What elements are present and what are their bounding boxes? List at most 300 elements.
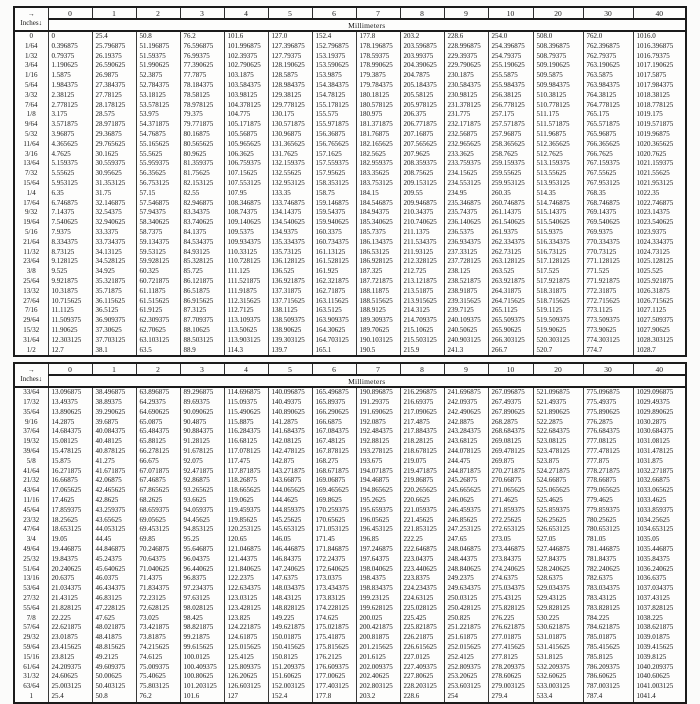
mm-value-cell: 109.934375 [224,238,268,248]
mm-value-cell: 198.4375 [356,574,400,584]
mm-value-cell: 163.115625 [312,297,356,307]
mm-value-cell: 515.9375 [533,228,583,238]
mm-value-cell: 216.296875 [400,387,444,398]
mm-value-cell: 182.959375 [356,159,400,169]
mm-value-cell: 33.3375 [92,228,136,238]
mm-value-cell: 273.84375 [488,555,533,565]
mm-value-cell: 154.384375 [312,81,356,91]
mm-value-cell: 274.240625 [488,565,533,575]
mm-value-cell: 1016.396875 [633,42,686,52]
table-row [14,506,686,516]
mm-value-cell: 1025.525 [633,267,686,277]
mm-value-cell: 1033.859375 [633,506,686,516]
mm-value-cell: 201.215625 [356,643,400,653]
mm-value-cell: 186.928125 [356,257,400,267]
mm-value-cell: 194.071875 [356,467,400,477]
mm-value-cell: 241.3 [444,346,488,357]
mm-value-cell: 81.359375 [180,159,224,169]
mm-value-cell: 19.446875 [48,545,92,555]
mm-value-cell: 781.05 [583,535,633,545]
mm-value-cell: 26.9875 [92,71,136,81]
mm-value-cell: 263.921875 [488,277,533,287]
mm-value-cell: 192.88125 [356,437,400,447]
row-label-inches-fraction: 29/32 [23,633,40,642]
mm-value-cell: 511.175 [533,110,583,120]
mm-value-cell: 82.153125 [180,179,224,189]
mm-value-cell: 97.234375 [180,584,224,594]
row-label-inches-fraction: 7/64 [25,100,38,109]
mm-value-cell: 86.121875 [180,277,224,287]
mm-value-cell: 68.659375 [136,506,180,516]
mm-value-cell: 785.415625 [583,643,633,653]
mm-value-cell: 82.55 [180,189,224,199]
mm-value-cell: 70.246875 [136,545,180,555]
mm-value-cell: 196.05625 [356,516,400,526]
table-row [14,643,686,653]
mm-value-cell: 21.034375 [48,584,92,594]
mm-value-cell: 767.953125 [583,179,633,189]
mm-value-cell: 277.415625 [488,643,533,653]
mm-value-cell: 161.528125 [312,257,356,267]
mm-value-cell: 212.725 [400,267,444,277]
table-row [14,555,686,565]
mm-value-cell: 769.14375 [583,208,633,218]
mm-value-cell: 179.3875 [356,71,400,81]
mm-value-cell: 72.628125 [136,604,180,614]
mm-value-cell: 19.84375 [48,555,92,565]
mm-value-cell: 259.159375 [488,159,533,169]
mm-value-cell: 766.7625 [583,150,633,160]
mm-value-cell: 143.66875 [268,476,312,486]
mm-value-cell: 272.653125 [488,525,533,535]
mm-value-cell: 77.7875 [180,71,224,81]
mm-value-cell: 8.73125 [48,248,92,258]
row-label-inches-fraction: 43/64 [23,486,40,495]
mm-value-cell: 203.2 [356,692,400,703]
mm-value-cell: 119.0625 [224,496,268,506]
mm-value-cell: 103.584375 [224,81,268,91]
mm-value-cell: 56.35625 [136,169,180,179]
mm-value-cell: 1027.90625 [633,326,686,336]
mm-value-cell: 1025.921875 [633,277,686,287]
table-row [14,336,686,346]
row-label-inches-fraction: 7/16 [25,306,38,315]
mm-value-cell: 124.221875 [224,623,268,633]
mm-value-cell: 87.709375 [180,316,224,326]
column-header-inches-offset: 3 [180,7,224,19]
mm-value-cell: 188.11875 [356,287,400,297]
mm-value-cell: 253.603125 [444,682,488,692]
mm-value-cell: 516.334375 [533,238,583,248]
row-label-inches-fraction: 9/64 [25,120,38,129]
mm-value-cell: 510.38125 [533,91,583,101]
mm-value-cell: 1031.875 [633,457,686,467]
table-row [14,169,686,179]
mm-value-cell: 123.825 [224,614,268,624]
mm-value-cell: 235.74375 [444,208,488,218]
mm-value-cell: 260.35 [488,189,533,199]
mm-value-cell: 225.028125 [400,604,444,614]
mm-value-cell: 20.240625 [48,565,92,575]
mm-value-cell: 13.49375 [48,398,92,408]
mm-value-cell: 80.9625 [180,150,224,160]
mm-value-cell: 767.55625 [583,169,633,179]
mm-value-cell: 782.6375 [583,574,633,584]
mm-value-cell: 228.996875 [444,42,488,52]
mm-value-cell: 530.621875 [533,623,583,633]
mm-value-cell: 6.746875 [48,199,92,209]
mm-value-cell: 180.578125 [356,101,400,111]
table-body [14,31,686,356]
row-label-inches-fraction: 25/64 [23,276,40,285]
mm-value-cell: 142.08125 [268,437,312,447]
mm-value-cell: 245.26875 [444,476,488,486]
mm-value-cell: 65.88125 [136,437,180,447]
mm-value-cell: 1017.5875 [633,71,686,81]
mm-value-cell: 136.921875 [268,277,312,287]
mm-value-cell: 1019.96875 [633,130,686,140]
mm-value-cell: 200.025 [356,614,400,624]
row-label-inches-fraction: 3/16 [25,149,38,158]
mm-value-cell: 192.0875 [356,418,400,428]
mm-value-cell: 514.35 [533,189,583,199]
row-label-inches-fraction: 19/32 [23,437,40,446]
mm-value-cell: 1029.096875 [633,387,686,398]
mm-value-cell: 113.50625 [224,326,268,336]
table-row [14,692,686,703]
mm-value-cell: 30.95625 [92,169,136,179]
mm-value-cell: 105.965625 [224,140,268,150]
mm-value-cell: 219.075 [400,457,444,467]
mm-value-cell: 64.690625 [136,408,180,418]
mm-value-cell: 521.890625 [533,408,583,418]
table-row [14,199,686,209]
mm-value-cell: 1021.55625 [633,169,686,179]
row-label-inches-fraction: 0 [29,32,33,40]
mm-value-cell: 184.94375 [356,208,400,218]
mm-value-cell: 1038.225 [633,614,686,624]
mm-value-cell: 777.08125 [583,437,633,447]
mm-value-cell: 92.471875 [180,467,224,477]
mm-value-cell: 108.346875 [224,199,268,209]
inches-down-label: Inches↓ [20,375,43,384]
units-label: Millimeters [48,375,686,387]
mm-value-cell: 111.125 [224,267,268,277]
mm-value-cell: 11.90625 [48,326,92,336]
mm-value-cell: 1017.984375 [633,81,686,91]
mm-value-cell: 164.703125 [312,336,356,346]
mm-value-cell: 102.790625 [224,61,268,71]
mm-value-cell: 100.0125 [180,653,224,663]
mm-value-cell: 17.065625 [48,486,92,496]
mm-value-cell: 262.334375 [488,238,533,248]
mm-value-cell: 509.190625 [533,61,583,71]
mm-value-cell: 512.365625 [533,140,583,150]
mm-value-cell: 111.91875 [224,287,268,297]
mm-value-cell: 57.94375 [136,208,180,218]
mm-value-cell: 115.490625 [224,408,268,418]
mm-value-cell: 82.946875 [180,199,224,209]
mm-value-cell: 1031.478125 [633,447,686,457]
mm-value-cell: 220.6625 [400,496,444,506]
mm-value-cell: 193.675 [356,457,400,467]
mm-value-cell: 176.609375 [312,663,356,673]
mm-value-cell: 70.64375 [136,555,180,565]
mm-value-cell: 107.553125 [224,179,268,189]
mm-value-cell: 71.4375 [136,574,180,584]
mm-value-cell: 763.5875 [583,71,633,81]
mm-value-cell: 1029.890625 [633,408,686,418]
table-row [14,277,686,287]
mm-value-cell: 266.303125 [488,336,533,346]
mm-value-cell: 144.065625 [268,486,312,496]
table-row [14,633,686,643]
mm-value-cell: 1034.25625 [633,516,686,526]
mm-value-cell: 95.25 [180,535,224,545]
mm-value-cell: 131.365625 [268,140,312,150]
mm-value-cell: 53.578125 [136,101,180,111]
mm-value-cell: 247.253125 [444,525,488,535]
mm-value-cell: 159.146875 [312,199,356,209]
mm-value-cell: 100.80625 [180,672,224,682]
table-row [14,516,686,526]
mm-value-cell: 69.05625 [136,516,180,526]
mm-value-cell: 103.1875 [224,71,268,81]
table-row [14,614,686,624]
mm-value-cell: 521.49375 [533,398,583,408]
mm-value-cell: 143.271875 [268,467,312,477]
row-label-inches-fraction: 21/64 [23,237,40,246]
mm-value-cell: 32.146875 [92,199,136,209]
mm-value-cell: 31.353125 [92,179,136,189]
mm-value-cell: 532.209375 [533,663,583,673]
mm-value-cell: 526.25625 [533,516,583,526]
mm-value-cell: 24.60625 [48,672,92,682]
mm-value-cell: 279.4 [488,692,533,703]
mm-value-cell: 1020.7625 [633,150,686,160]
mm-value-cell: 96.8375 [180,574,224,584]
mm-value-cell: 773.1125 [583,306,633,316]
mm-value-cell: 165.1 [312,346,356,357]
mm-value-cell: 779.4625 [583,496,633,506]
mm-value-cell: 1041.4 [633,692,686,703]
mm-value-cell: 95.646875 [180,545,224,555]
row-label-inches-fraction: 23/64 [23,257,40,266]
row-label-inches-fraction: 31/32 [23,672,40,681]
mm-value-cell: 66.675 [136,457,180,467]
mm-value-cell: 9.921875 [48,277,92,287]
mm-value-cell: 98.028125 [180,604,224,614]
mm-value-cell: 105.56875 [224,130,268,140]
mm-value-cell: 530.225 [533,614,583,624]
mm-value-cell: 138.90625 [268,326,312,336]
mm-value-cell: 53.975 [136,110,180,120]
table-row [14,525,686,535]
table-header [14,7,686,31]
inches-to-mm-table-lower [13,362,687,704]
mm-value-cell: 76.2 [136,692,180,703]
mm-value-cell: 90.4875 [180,418,224,428]
mm-value-cell: 157.559375 [312,159,356,169]
column-header-inches-offset: 40 [633,7,686,19]
mm-value-cell: 130.175 [268,110,312,120]
mm-value-cell: 23.415625 [48,643,92,653]
column-header-inches-offset: 0 [48,363,92,375]
mm-value-cell: 203.2 [400,31,444,42]
mm-value-cell: 26.590625 [92,61,136,71]
mm-value-cell: 225.821875 [400,623,444,633]
column-header-inches-offset: 5 [268,7,312,19]
mm-value-cell: 84.534375 [180,238,224,248]
mm-value-cell: 128.5875 [268,71,312,81]
mm-value-cell: 57.15 [136,189,180,199]
mm-value-cell: 196.85 [356,535,400,545]
table-row [14,150,686,160]
mm-value-cell: 41.671875 [92,467,136,477]
mm-value-cell: 136.128125 [268,257,312,267]
mm-value-cell: 93.6625 [180,496,224,506]
mm-value-cell: 207.16875 [400,130,444,140]
mm-value-cell: 513.953125 [533,179,583,189]
mm-value-cell: 129.38125 [268,91,312,101]
mm-value-cell: 266.7 [488,346,533,357]
table-row [14,120,686,130]
mm-value-cell: 117.078125 [224,447,268,457]
mm-value-cell: 217.884375 [400,427,444,437]
mm-value-cell: 169.8625 [312,496,356,506]
mm-value-cell: 113.903125 [224,336,268,346]
mm-value-cell: 260.746875 [488,199,533,209]
mm-value-cell: 16.271875 [48,467,92,477]
mm-value-cell: 152.003125 [268,682,312,692]
mm-value-cell: 508.396875 [533,42,583,52]
row-label-inches-fraction: 57/64 [23,623,40,632]
mm-value-cell: 101.996875 [224,42,268,52]
mm-value-cell: 229.790625 [444,61,488,71]
mm-value-cell: 221.059375 [400,506,444,516]
mm-value-cell: 120.253125 [224,525,268,535]
table-row [14,653,686,663]
mm-value-cell: 528.6375 [533,574,583,584]
mm-value-cell: 121.44375 [224,555,268,565]
mm-value-cell: 4.7625 [48,150,92,160]
mm-value-cell: 224.63125 [400,594,444,604]
mm-value-cell: 44.45 [92,535,136,545]
mm-value-cell: 171.846875 [312,545,356,555]
mm-value-cell: 93.265625 [180,486,224,496]
mm-value-cell: 14.2875 [48,418,92,428]
mm-value-cell: 207.565625 [400,140,444,150]
mm-value-cell: 22.225 [48,614,92,624]
mm-value-cell: 202.009375 [356,663,400,673]
mm-value-cell: 238.521875 [444,277,488,287]
mm-value-cell: 511.571875 [533,120,583,130]
mm-value-cell: 269.875 [488,457,533,467]
mm-value-cell: 783.43125 [583,594,633,604]
mm-value-cell: 519.509375 [533,316,583,326]
mm-value-cell: 216.69375 [400,398,444,408]
row-label-inches-fraction: 1/2 [26,345,36,354]
table-row [14,248,686,258]
mm-value-cell: 763.984375 [583,81,633,91]
mm-value-cell: 65.0875 [136,418,180,428]
mm-value-cell: 140.49375 [268,398,312,408]
mm-value-cell: 184.546875 [356,199,400,209]
mm-value-cell: 28.178125 [92,101,136,111]
table-row [14,457,686,467]
mm-value-cell: 107.15625 [224,169,268,179]
mm-value-cell: 86.51875 [180,287,224,297]
mm-value-cell: 209.55 [400,189,444,199]
mm-value-cell: 42.06875 [92,476,136,486]
mm-value-cell: 166.6875 [312,418,356,428]
mm-value-cell: 197.246875 [356,545,400,555]
mm-value-cell: 26.19375 [92,52,136,62]
mm-value-cell: 98.425 [180,614,224,624]
table-row [14,496,686,506]
row-label-inches-fraction: 27/64 [23,296,40,305]
mm-value-cell: 186.134375 [356,238,400,248]
mm-value-cell: 39.290625 [92,408,136,418]
mm-value-cell: 167.48125 [312,437,356,447]
mm-value-cell: 786.60625 [583,672,633,682]
mm-value-cell: 780.653125 [583,525,633,535]
mm-value-cell: 55.165625 [136,140,180,150]
table-row [14,594,686,604]
mm-value-cell: 152.4 [268,692,312,703]
mm-value-cell: 114.696875 [224,387,268,398]
mm-value-cell: 261.540625 [488,218,533,228]
mm-value-cell: 762.79375 [583,52,633,62]
mm-value-cell: 229.39375 [444,52,488,62]
row-label-inches-fraction: 1/64 [25,41,38,50]
mm-value-cell: 9.525 [48,267,92,277]
table-row [14,297,686,307]
table-row [14,218,686,228]
mm-value-cell: 142.478125 [268,447,312,457]
mm-value-cell: 24.209375 [48,663,92,673]
mm-value-cell: 239.315625 [444,297,488,307]
mm-value-cell: 763.190625 [583,61,633,71]
mm-value-cell: 27.78125 [92,91,136,101]
mm-value-cell: 187.721875 [356,277,400,287]
mm-value-cell: 784.621875 [583,623,633,633]
mm-value-cell: 46.83125 [92,594,136,604]
mm-value-cell: 147.240625 [268,565,312,575]
mm-value-cell: 152.4 [312,31,356,42]
mm-value-cell: 244.078125 [444,447,488,457]
table-row [14,535,686,545]
mm-value-cell: 205.58125 [400,91,444,101]
mm-value-cell: 1023.540625 [633,218,686,228]
mm-value-cell: 514.746875 [533,199,583,209]
mm-value-cell: 126.603125 [224,682,268,692]
mm-value-cell: 1026.31875 [633,287,686,297]
mm-value-cell: 528.240625 [533,565,583,575]
mm-value-cell: 75.803125 [136,682,180,692]
mm-value-cell: 137.31875 [268,287,312,297]
mm-value-cell: 73.025 [136,614,180,624]
table-row [14,257,686,267]
mm-value-cell: 772.31875 [583,287,633,297]
mm-value-cell: 198.834375 [356,584,400,594]
mm-value-cell: 228.6 [444,31,488,42]
mm-value-cell: 15.875 [48,457,92,467]
mm-value-cell: 1022.746875 [633,199,686,209]
mm-value-cell: 101.203125 [180,682,224,692]
mm-value-cell: 145.653125 [268,525,312,535]
mm-value-cell: 275.034375 [488,584,533,594]
